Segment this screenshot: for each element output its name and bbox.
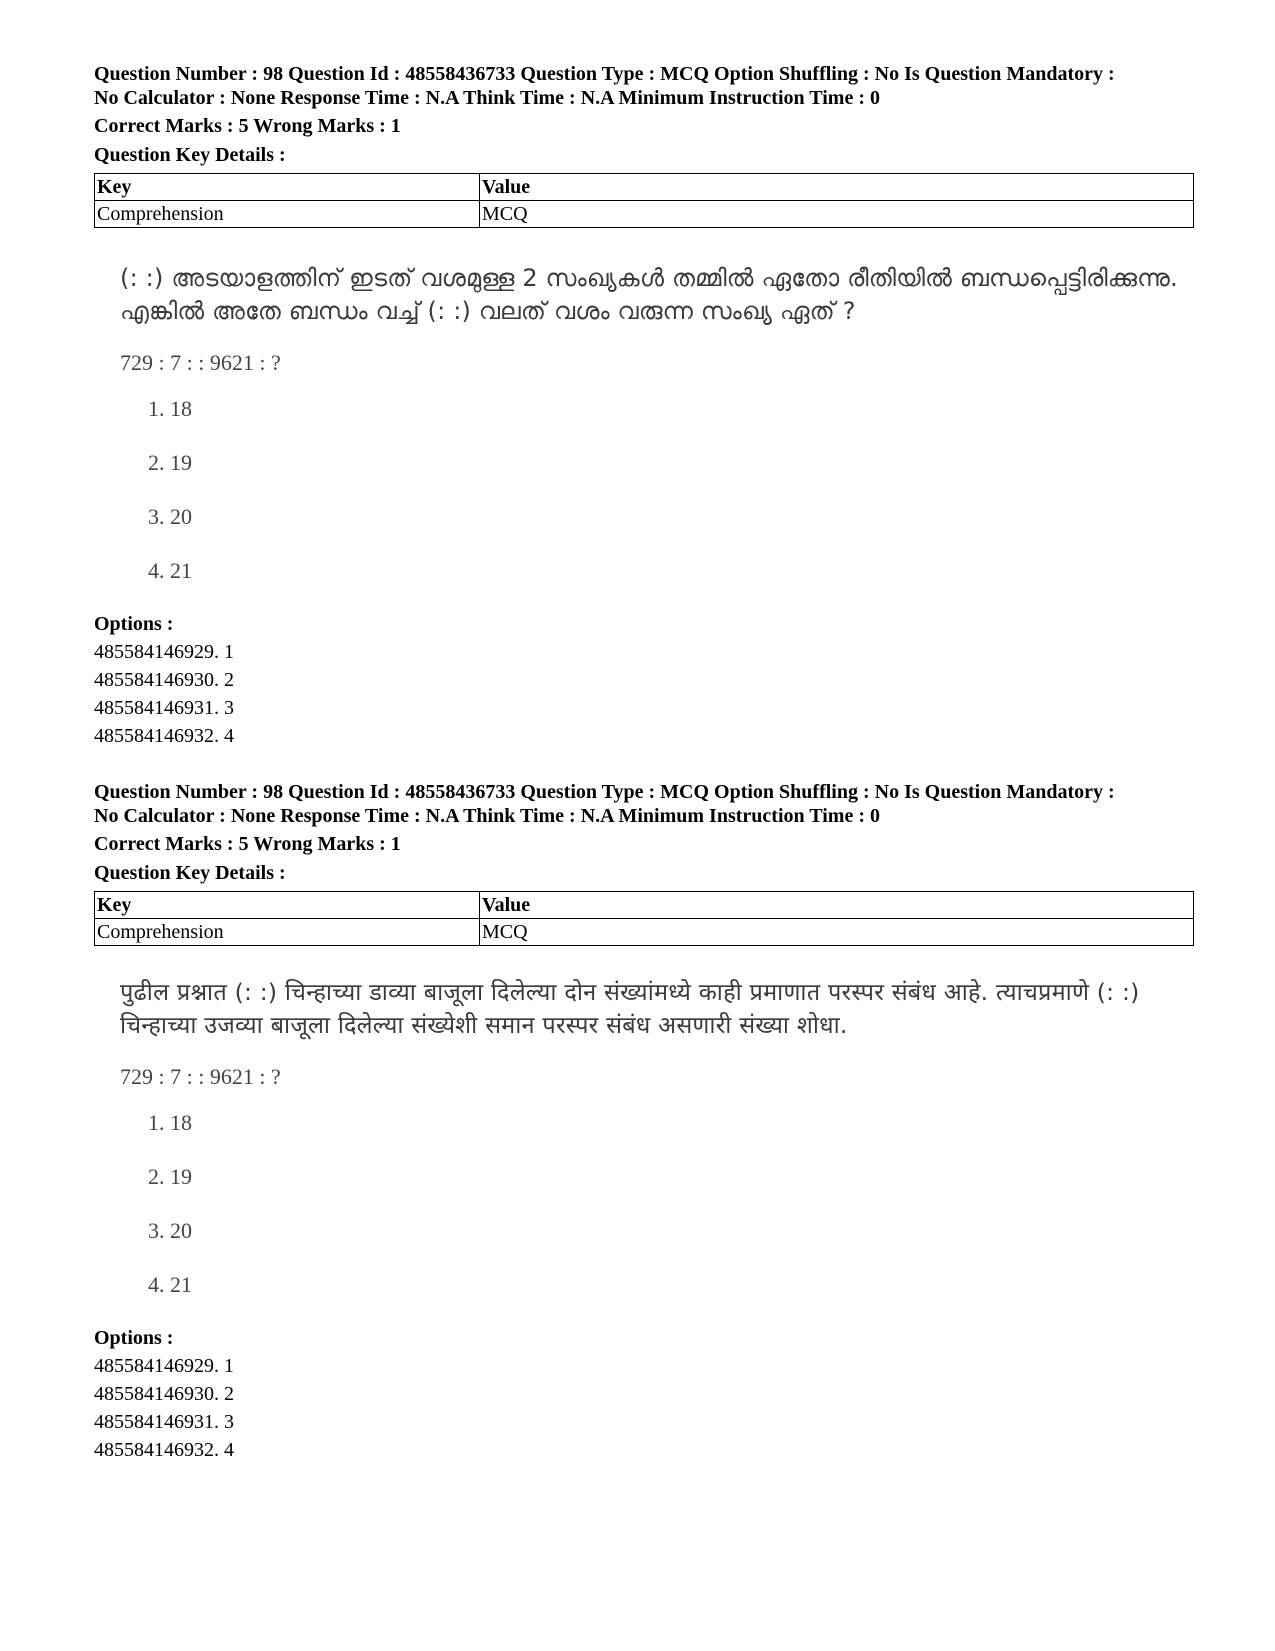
table-header-value: Value bbox=[480, 892, 1194, 919]
choice-item: 1. 18 bbox=[148, 1110, 192, 1135]
question-ratio: 729 : 7 : : 9621 : ? bbox=[120, 1064, 281, 1089]
choice-item: 1. 18 bbox=[148, 396, 192, 421]
choice-item: 3. 20 bbox=[148, 504, 192, 529]
question-text: पुढील प्रश्नात (: :) चिन्हाच्या डाव्या बाजूला दिलेल्या दोन संख्यांमध्ये काही प्रमाणात परस्पर संबंध आहे. त्याचप्रमाणे (: :) चिन्हाच्या उजव्या बाजूला दिलेल्या संख्येशी समान परस्पर संबंध असणारी संख्या शोधा. bbox=[120, 978, 1140, 1039]
option-item: 485584146930. 2 bbox=[94, 1383, 234, 1405]
question-meta-line-2: No Calculator : None Response Time : N.A Think Time : N.A Minimum Instruction Time : 0 bbox=[94, 87, 880, 109]
table-cell-value: MCQ bbox=[480, 919, 1194, 946]
choice-list bbox=[148, 394, 1194, 610]
question-block-1 bbox=[94, 62, 1194, 750]
option-item: 485584146931. 3 bbox=[94, 697, 234, 719]
block-spacer bbox=[94, 750, 1194, 780]
option-item: 485584146931. 3 bbox=[94, 1411, 234, 1433]
option-item: 485584146929. 1 bbox=[94, 1355, 234, 1377]
choice-list bbox=[148, 1108, 1194, 1324]
question-ratio: 729 : 7 : : 9621 : ? bbox=[120, 350, 281, 375]
table-cell-key: Comprehension bbox=[95, 919, 480, 946]
question-image bbox=[120, 262, 1194, 610]
choice-item: 2. 19 bbox=[148, 1164, 192, 1189]
marks-line: Correct Marks : 5 Wrong Marks : 1 bbox=[94, 833, 401, 855]
choice-item: 3. 20 bbox=[148, 1218, 192, 1243]
key-details-table bbox=[94, 891, 1194, 946]
question-block-2 bbox=[94, 780, 1194, 1464]
table-header-value: Value bbox=[480, 174, 1194, 201]
question-image bbox=[120, 976, 1194, 1324]
key-details-label: Question Key Details : bbox=[94, 144, 286, 166]
table-row bbox=[95, 919, 1194, 946]
exam-page bbox=[94, 62, 1194, 1464]
options-label: Options : bbox=[94, 613, 174, 635]
table-header-key: Key bbox=[95, 892, 480, 919]
question-meta-line-1: Question Number : 98 Question Id : 48558436733 Question Type : MCQ Option Shuffling : No Is Question Mandatory : bbox=[94, 781, 1115, 803]
table-header-row bbox=[95, 892, 1194, 919]
choice-item: 2. 19 bbox=[148, 450, 192, 475]
choice-item: 4. 21 bbox=[148, 558, 192, 583]
choice-item: 4. 21 bbox=[148, 1272, 192, 1297]
question-meta-line-1: Question Number : 98 Question Id : 48558436733 Question Type : MCQ Option Shuffling : No Is Question Mandatory : bbox=[94, 63, 1115, 85]
option-item: 485584146930. 2 bbox=[94, 669, 234, 691]
table-header-key: Key bbox=[95, 174, 480, 201]
question-text: (: :) അടയാളത്തിന് ഇടത് വശമുള്ള 2 സംഖ്യകൾ തമ്മിൽ ഏതോ രീതിയിൽ ബന്ധപ്പെട്ടിരിക്കുന്നു. എങ്കിൽ അതേ ബന്ധം വച്ച് (: :) വലത് വശം വരുന്ന സംഖ്യ ഏത് ? bbox=[120, 264, 1178, 325]
key-details-table bbox=[94, 173, 1194, 228]
option-item: 485584146929. 1 bbox=[94, 641, 234, 663]
option-item: 485584146932. 4 bbox=[94, 725, 234, 747]
table-cell-key: Comprehension bbox=[95, 201, 480, 228]
table-cell-value: MCQ bbox=[480, 201, 1194, 228]
table-header-row bbox=[95, 174, 1194, 201]
options-label: Options : bbox=[94, 1327, 174, 1349]
option-item: 485584146932. 4 bbox=[94, 1439, 234, 1461]
key-details-label: Question Key Details : bbox=[94, 862, 286, 884]
marks-line: Correct Marks : 5 Wrong Marks : 1 bbox=[94, 115, 401, 137]
table-row bbox=[95, 201, 1194, 228]
question-meta-line-2: No Calculator : None Response Time : N.A Think Time : N.A Minimum Instruction Time : 0 bbox=[94, 805, 880, 827]
